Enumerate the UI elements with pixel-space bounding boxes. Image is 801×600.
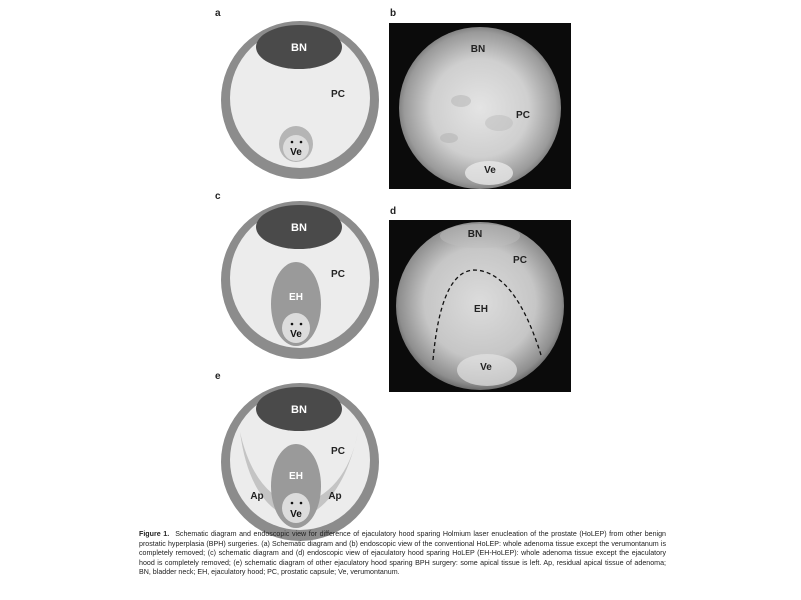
panel-d-letter: d — [390, 206, 397, 217]
pc-label: PC — [331, 446, 345, 457]
ve-label: Ve — [484, 165, 496, 176]
figure-label: Figure 1. — [139, 530, 170, 538]
bn-label: BN — [467, 229, 483, 240]
ap-left-label: Ap — [250, 491, 264, 502]
eh-label: EH — [289, 292, 303, 303]
panel-d-endoscopic-view — [389, 220, 571, 392]
panel-b-letter: b — [390, 8, 397, 19]
panel-e-diagram — [220, 382, 380, 542]
pc-label: PC — [331, 89, 345, 100]
panel-c-diagram — [220, 200, 380, 360]
panel-a-diagram — [220, 20, 380, 180]
pc-label: PC — [516, 110, 530, 121]
ve-label: Ve — [480, 362, 492, 373]
panel-a-letter: a — [215, 8, 221, 19]
ve-label: Ve — [290, 509, 302, 520]
bn-label: BN — [291, 42, 307, 54]
bn-label: BN — [470, 44, 486, 55]
figure-caption — [139, 530, 666, 578]
pc-label: PC — [513, 255, 527, 266]
ap-right-label: Ap — [328, 491, 342, 502]
ve-label: Ve — [290, 329, 302, 340]
panel-c-letter: c — [215, 191, 221, 202]
eh-label: EH — [474, 304, 488, 315]
panel-b-endoscopic-view — [389, 23, 571, 189]
bn-label: BN — [291, 404, 307, 416]
pc-label: PC — [331, 269, 345, 280]
panel-e-letter: e — [215, 371, 221, 382]
caption-text: Schematic diagram and endoscopic view for difference of ejaculatory hood sparing Holmium laser enucleation of the prostate (HoLEP) from other benign prostatic hyperplasia (BPH) surgeries. (a) Schematic diagram and (b) endoscopic view of the conventional HoLEP: whole adenoma tissue except the verumontanum is completely removed; (c) schematic diagram and (d) endoscopic view of ejaculatory hood sparing HoLEP (EH-HoLEP): whole adenoma tissue except the ejaculatory hood is completely removed; (e) schematic diagram of other ejaculatory hood sparing BPH surgery: some apical tissue is left. Ap, residual apical tissue of adenoma; BN, bladder neck; EH, ejaculatory hood; PC, prostatic capsule; Ve, verumontanum. — [139, 530, 666, 577]
bn-label: BN — [291, 222, 307, 234]
eh-label: EH — [289, 471, 303, 482]
ve-label: Ve — [290, 147, 302, 158]
